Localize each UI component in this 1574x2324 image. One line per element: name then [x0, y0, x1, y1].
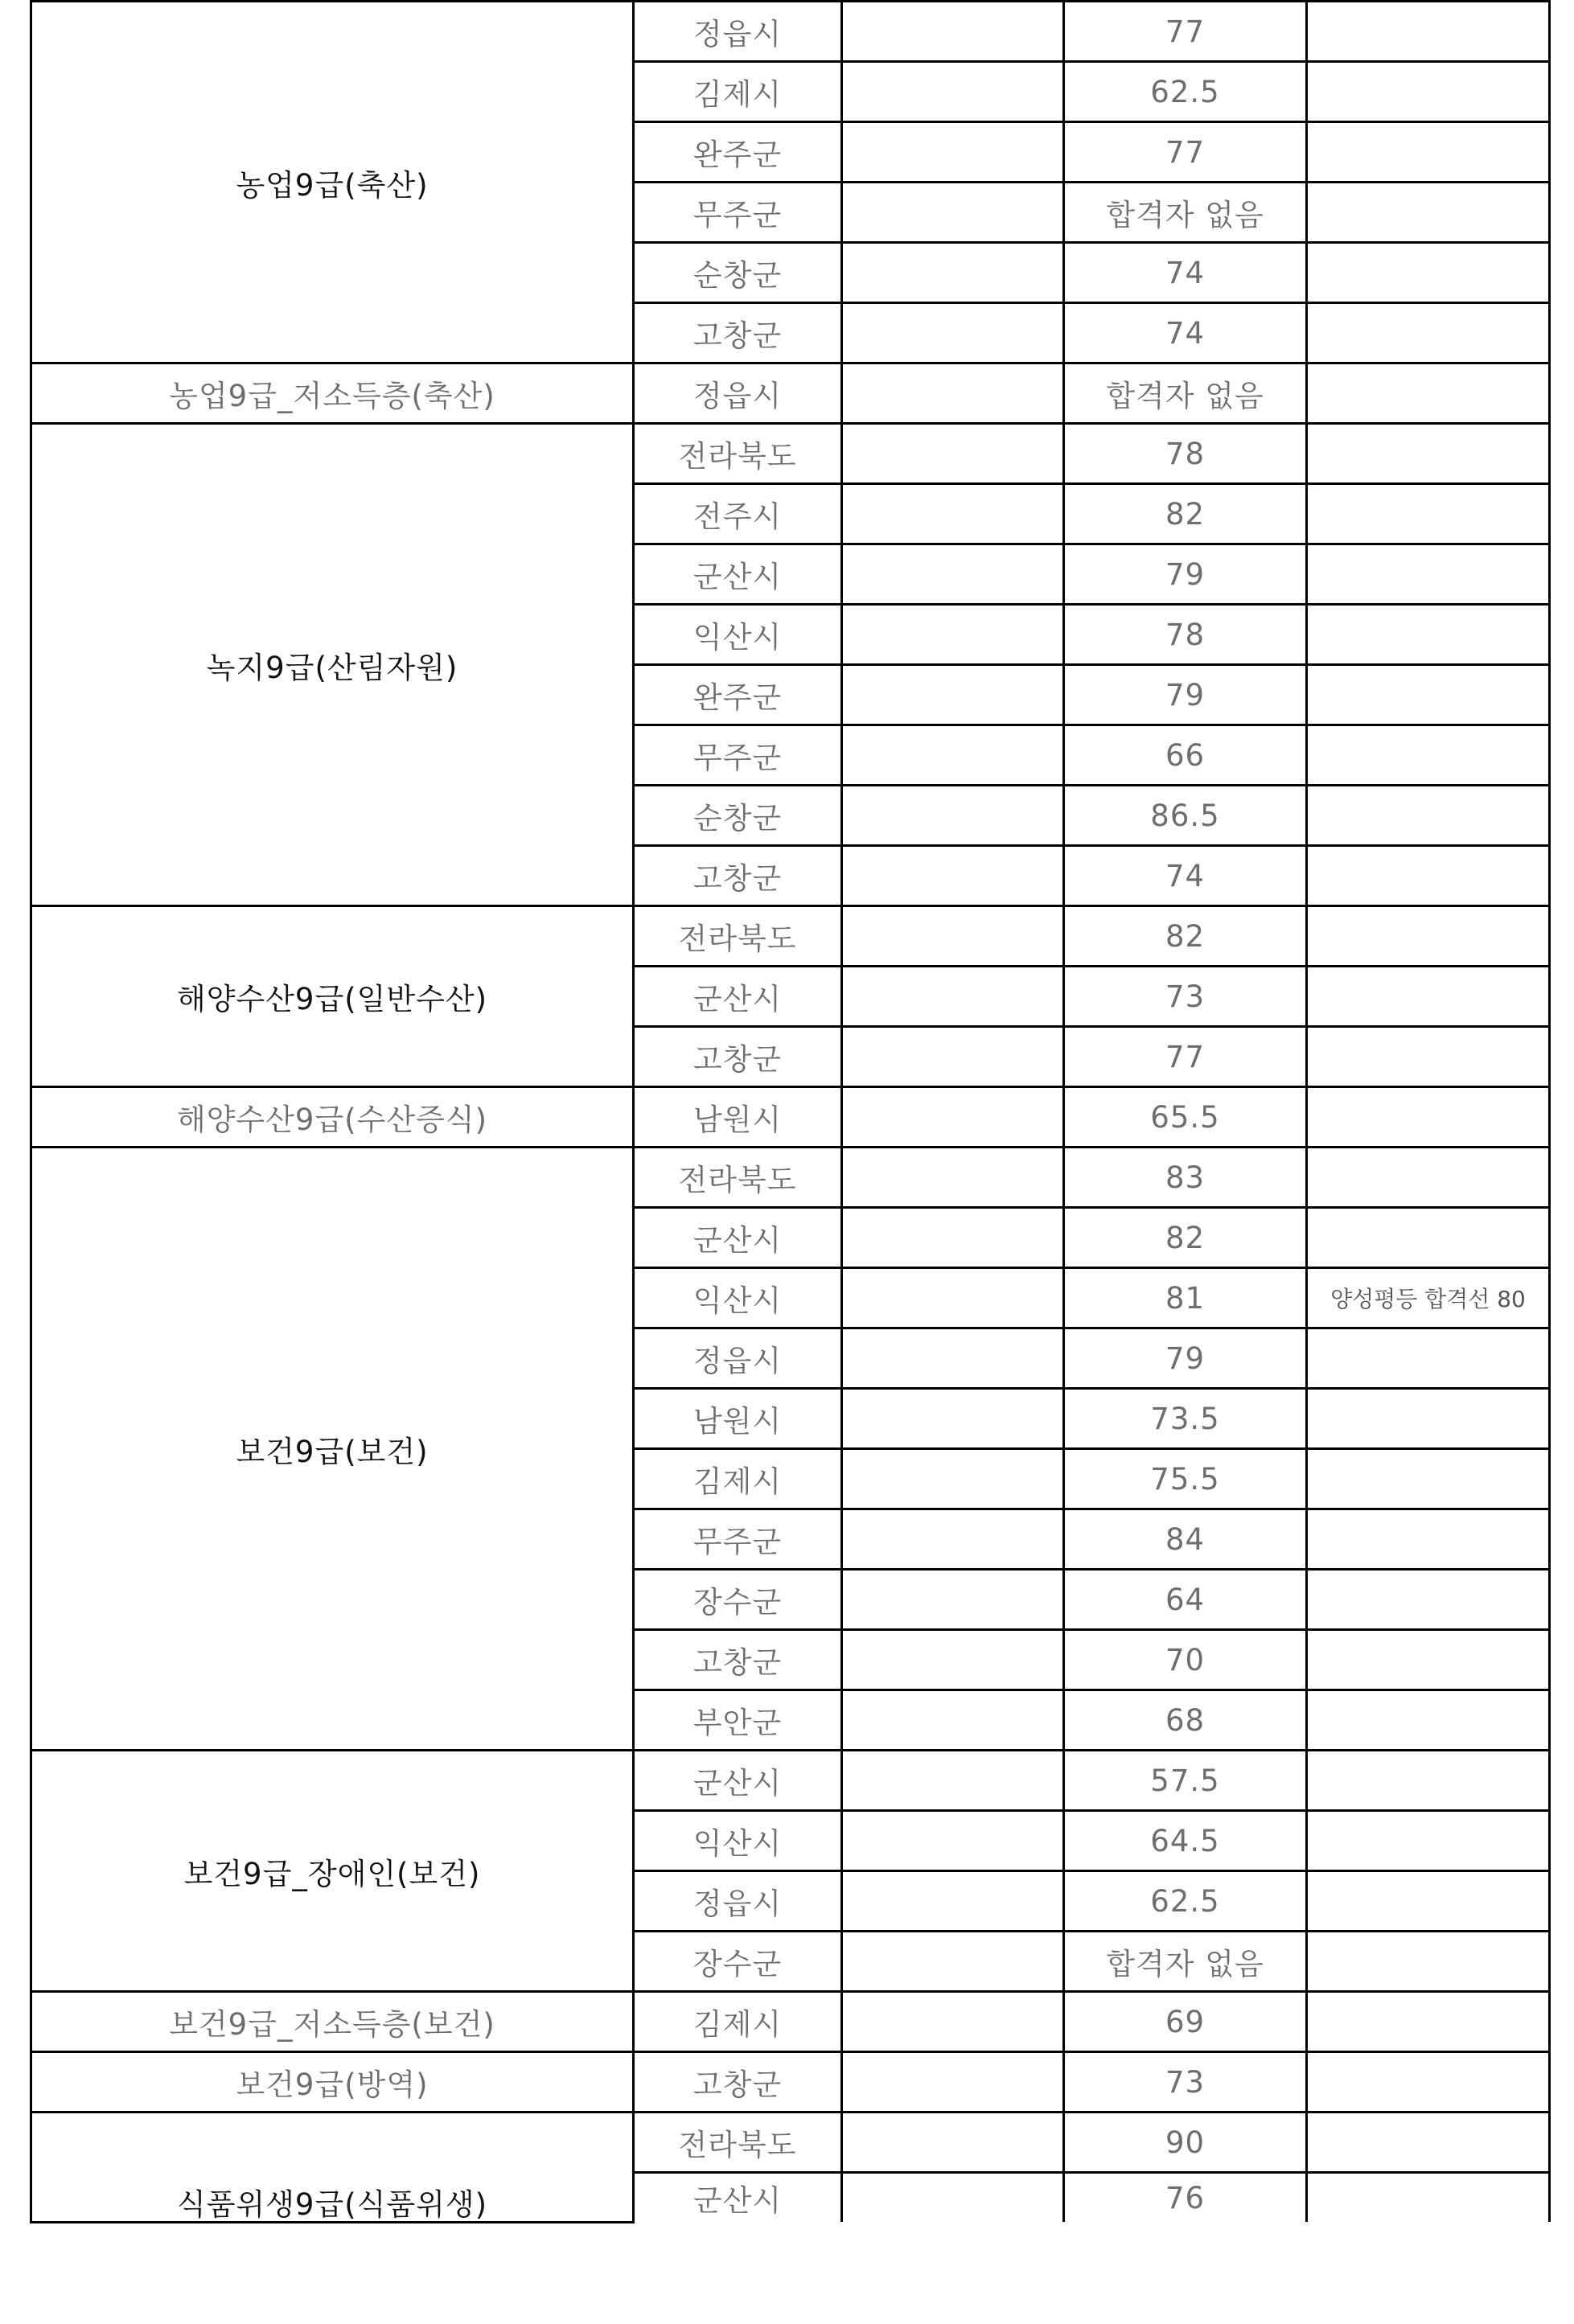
category-cell: 보건9급(보건) — [31, 1148, 634, 1751]
empty-cell — [842, 303, 1064, 363]
empty-cell — [842, 967, 1064, 1027]
region-cell: 무주군 — [634, 725, 842, 786]
score-cell: 합격자 없음 — [1064, 183, 1307, 243]
region-cell: 김제시 — [634, 1992, 842, 2052]
note-cell — [1307, 424, 1550, 484]
score-cell: 77 — [1064, 1027, 1307, 1087]
note-cell — [1307, 1932, 1550, 1992]
empty-cell — [842, 665, 1064, 725]
score-cell: 79 — [1064, 665, 1307, 725]
region-cell: 순창군 — [634, 786, 842, 846]
empty-cell — [842, 1570, 1064, 1630]
region-cell: 무주군 — [634, 183, 842, 243]
note-cell — [1307, 1208, 1550, 1268]
region-cell: 부안군 — [634, 1690, 842, 1751]
note-cell — [1307, 846, 1550, 906]
score-cell: 합격자 없음 — [1064, 363, 1307, 424]
note-cell — [1307, 2052, 1550, 2113]
score-cell: 62.5 — [1064, 62, 1307, 122]
empty-cell — [842, 122, 1064, 183]
category-cell: 보건9급_저소득층(보건) — [31, 1992, 634, 2052]
score-cell: 77 — [1064, 2, 1307, 62]
note-cell — [1307, 1751, 1550, 1811]
empty-cell — [842, 1871, 1064, 1932]
region-cell: 전라북도 — [634, 2113, 842, 2173]
score-cell: 73 — [1064, 967, 1307, 1027]
empty-cell — [842, 1027, 1064, 1087]
note-cell — [1307, 544, 1550, 605]
region-cell: 익산시 — [634, 1268, 842, 1328]
note-cell — [1307, 1509, 1550, 1570]
category-cell: 녹지9급(산림자원) — [31, 424, 634, 906]
table-row — [31, 1992, 1550, 2052]
empty-cell — [842, 725, 1064, 786]
region-cell: 군산시 — [634, 1751, 842, 1811]
empty-cell — [842, 1509, 1064, 1570]
note-cell — [1307, 786, 1550, 846]
empty-cell — [842, 1087, 1064, 1148]
region-cell: 전라북도 — [634, 424, 842, 484]
note-cell — [1307, 665, 1550, 725]
score-cell: 77 — [1064, 122, 1307, 183]
region-cell: 군산시 — [634, 1208, 842, 1268]
score-cell: 82 — [1064, 484, 1307, 544]
category-cell: 식품위생9급(식품위생) — [31, 2113, 634, 2223]
note-cell — [1307, 1389, 1550, 1449]
score-cell: 합격자 없음 — [1064, 1932, 1307, 1992]
empty-cell — [842, 183, 1064, 243]
region-cell: 익산시 — [634, 1811, 842, 1871]
empty-cell — [842, 243, 1064, 303]
empty-cell — [842, 605, 1064, 665]
empty-cell — [842, 1148, 1064, 1208]
note-cell — [1307, 1992, 1550, 2052]
region-cell: 무주군 — [634, 1509, 842, 1570]
score-cell: 57.5 — [1064, 1751, 1307, 1811]
note-cell — [1307, 1690, 1550, 1751]
empty-cell — [842, 2, 1064, 62]
score-cell: 64.5 — [1064, 1811, 1307, 1871]
score-cell: 74 — [1064, 303, 1307, 363]
score-cell: 84 — [1064, 1509, 1307, 1570]
score-cell: 73.5 — [1064, 1389, 1307, 1449]
score-cell: 69 — [1064, 1992, 1307, 2052]
region-cell: 완주군 — [634, 122, 842, 183]
empty-cell — [842, 1268, 1064, 1328]
note-cell — [1307, 1328, 1550, 1389]
note-cell — [1307, 484, 1550, 544]
empty-cell — [842, 1992, 1064, 2052]
table-row — [31, 1148, 1550, 1208]
region-cell: 전라북도 — [634, 906, 842, 967]
table-body — [31, 2, 1550, 2223]
region-cell: 김제시 — [634, 62, 842, 122]
empty-cell — [842, 786, 1064, 846]
empty-cell — [842, 424, 1064, 484]
region-cell: 군산시 — [634, 544, 842, 605]
table-row — [31, 363, 1550, 424]
note-cell — [1307, 1570, 1550, 1630]
empty-cell — [842, 1389, 1064, 1449]
region-cell: 전라북도 — [634, 1148, 842, 1208]
region-cell: 정읍시 — [634, 2, 842, 62]
note-cell — [1307, 2, 1550, 62]
region-cell: 남원시 — [634, 1087, 842, 1148]
table-row — [31, 2113, 1550, 2173]
note-cell — [1307, 725, 1550, 786]
note-cell — [1307, 243, 1550, 303]
region-cell: 고창군 — [634, 2052, 842, 2113]
empty-cell — [842, 1449, 1064, 1509]
score-cell: 68 — [1064, 1690, 1307, 1751]
region-cell: 정읍시 — [634, 1871, 842, 1932]
score-cell: 81 — [1064, 1268, 1307, 1328]
score-cell: 82 — [1064, 906, 1307, 967]
note-cell — [1307, 605, 1550, 665]
region-cell: 군산시 — [634, 967, 842, 1027]
note-cell — [1307, 1148, 1550, 1208]
note-cell — [1307, 1871, 1550, 1932]
cutoff-score-table — [30, 0, 1551, 2223]
note-cell — [1307, 1027, 1550, 1087]
score-cell: 64 — [1064, 1570, 1307, 1630]
note-cell — [1307, 2113, 1550, 2173]
score-cell: 79 — [1064, 544, 1307, 605]
score-cell: 74 — [1064, 243, 1307, 303]
empty-cell — [842, 62, 1064, 122]
empty-cell — [842, 906, 1064, 967]
score-cell: 66 — [1064, 725, 1307, 786]
region-cell: 고창군 — [634, 1027, 842, 1087]
table-row — [31, 2052, 1550, 2113]
region-cell: 남원시 — [634, 1389, 842, 1449]
note-cell — [1307, 1811, 1550, 1871]
region-cell: 고창군 — [634, 303, 842, 363]
region-cell: 전주시 — [634, 484, 842, 544]
score-cell: 62.5 — [1064, 1871, 1307, 1932]
note-cell — [1307, 2173, 1550, 2223]
category-cell: 농업9급_저소득층(축산) — [31, 363, 634, 424]
note-cell — [1307, 62, 1550, 122]
region-cell: 순창군 — [634, 243, 842, 303]
region-cell: 정읍시 — [634, 363, 842, 424]
empty-cell — [842, 2052, 1064, 2113]
region-cell: 정읍시 — [634, 1328, 842, 1389]
score-cell: 90 — [1064, 2113, 1307, 2173]
table-row — [31, 1087, 1550, 1148]
table-row — [31, 424, 1550, 484]
note-cell — [1307, 967, 1550, 1027]
region-cell: 고창군 — [634, 1630, 842, 1690]
empty-cell — [842, 1690, 1064, 1751]
note-cell — [1307, 122, 1550, 183]
category-cell: 보건9급(방역) — [31, 2052, 634, 2113]
score-cell: 73 — [1064, 2052, 1307, 2113]
region-cell: 장수군 — [634, 1570, 842, 1630]
note-cell — [1307, 303, 1550, 363]
empty-cell — [842, 1328, 1064, 1389]
category-cell: 농업9급(축산) — [31, 2, 634, 363]
score-cell: 82 — [1064, 1208, 1307, 1268]
note-cell — [1307, 1087, 1550, 1148]
region-cell: 김제시 — [634, 1449, 842, 1509]
score-cell: 78 — [1064, 605, 1307, 665]
table-row — [31, 2, 1550, 62]
score-cell: 74 — [1064, 846, 1307, 906]
category-cell: 해양수산9급(수산증식) — [31, 1087, 634, 1148]
note-cell — [1307, 183, 1550, 243]
score-cell: 76 — [1064, 2173, 1307, 2223]
note-cell — [1307, 906, 1550, 967]
region-cell: 완주군 — [634, 665, 842, 725]
score-cell: 86.5 — [1064, 786, 1307, 846]
score-cell: 78 — [1064, 424, 1307, 484]
empty-cell — [842, 1751, 1064, 1811]
empty-cell — [842, 2113, 1064, 2173]
region-cell: 익산시 — [634, 605, 842, 665]
note-cell — [1307, 363, 1550, 424]
empty-cell — [842, 363, 1064, 424]
empty-cell — [842, 2173, 1064, 2223]
category-cell: 보건9급_장애인(보건) — [31, 1751, 634, 1992]
score-cell: 75.5 — [1064, 1449, 1307, 1509]
empty-cell — [842, 846, 1064, 906]
note-cell: 양성평등 합격선 80 — [1307, 1268, 1550, 1328]
category-cell: 해양수산9급(일반수산) — [31, 906, 634, 1087]
score-cell: 65.5 — [1064, 1087, 1307, 1148]
region-cell: 고창군 — [634, 846, 842, 906]
region-cell: 장수군 — [634, 1932, 842, 1992]
note-cell — [1307, 1630, 1550, 1690]
score-cell: 79 — [1064, 1328, 1307, 1389]
empty-cell — [842, 1208, 1064, 1268]
note-cell — [1307, 1449, 1550, 1509]
empty-cell — [842, 1932, 1064, 1992]
table-row — [31, 1751, 1550, 1811]
score-cell: 83 — [1064, 1148, 1307, 1208]
table-row — [31, 906, 1550, 967]
empty-cell — [842, 1811, 1064, 1871]
region-cell: 군산시 — [634, 2173, 842, 2223]
empty-cell — [842, 544, 1064, 605]
empty-cell — [842, 1630, 1064, 1690]
empty-cell — [842, 484, 1064, 544]
score-cell: 70 — [1064, 1630, 1307, 1690]
